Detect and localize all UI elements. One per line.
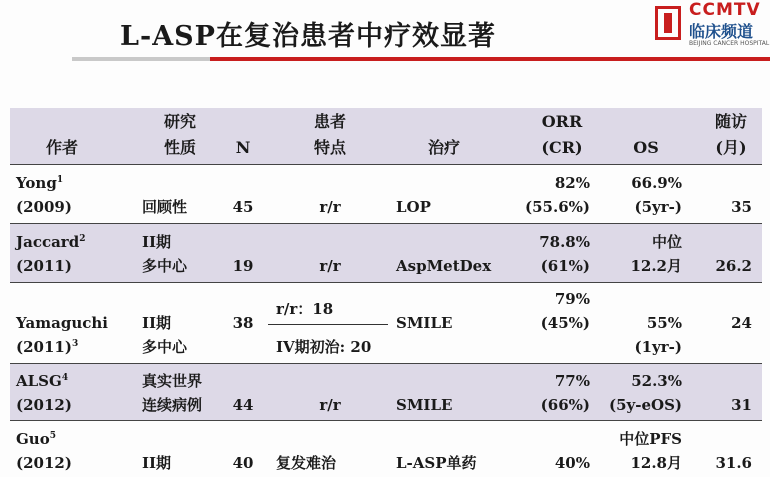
- row-followup: 24: [731, 314, 752, 332]
- row-orr: 77%: [554, 372, 590, 390]
- header-followup-1: 随访: [714, 112, 747, 131]
- ccmtv-logo: [655, 0, 770, 52]
- slide-title: L-ASP在复治患者中疗效显著: [120, 21, 496, 52]
- row-n: 19: [232, 257, 254, 275]
- row-nature-2: 连续病例: [142, 396, 203, 414]
- row-treatment: L-ASP单药: [396, 454, 477, 472]
- table-row: [10, 421, 762, 477]
- row-patient: r/r: [319, 396, 341, 414]
- row-year: (2011): [16, 257, 72, 275]
- row-treatment: SMILE: [396, 314, 453, 332]
- title-rule-red: [210, 57, 770, 61]
- row-followup: 26.2: [715, 257, 752, 275]
- row-year: (2009): [16, 198, 72, 216]
- header-patient-1: 患者: [313, 112, 346, 131]
- row-os-1: 66.9%: [631, 174, 682, 192]
- header-n: N: [235, 138, 251, 157]
- logo-english: BEIJING CANCER HOSPITAL: [689, 40, 770, 47]
- row-n: 40: [232, 454, 254, 472]
- row-patient: r/r: [319, 257, 341, 275]
- logo-brand: CCMTV: [689, 0, 761, 20]
- row-cr: (61%): [540, 257, 590, 275]
- logo-mark-icon: [655, 6, 681, 40]
- row-nature: II期: [142, 454, 172, 472]
- header-os: OS: [633, 138, 659, 157]
- row-nature-2: 多中心: [142, 257, 188, 275]
- row-nature-2: 回顾性: [142, 198, 188, 216]
- row-cr: (45%): [540, 314, 590, 332]
- row-os-2: (5yr-): [634, 198, 682, 216]
- row-patient-1: r/r：18: [276, 300, 334, 318]
- row-os-2: (1yr-): [634, 338, 682, 356]
- row-patient: r/r: [319, 198, 341, 216]
- row-os-1: 中位: [651, 233, 682, 251]
- table-row: [10, 165, 762, 224]
- logo-chinese: 临床频道: [689, 22, 754, 41]
- row-orr: 82%: [554, 174, 590, 192]
- row-patient-2: IV期初治: 20: [276, 338, 372, 356]
- row-treatment: SMILE: [396, 396, 453, 414]
- row-os-2: 12.8月: [630, 454, 682, 472]
- row-os-1: 中位PFS: [619, 430, 682, 448]
- table-row: [10, 283, 762, 364]
- table-row: [10, 364, 762, 421]
- row-treatment: LOP: [396, 198, 431, 216]
- row-author: Guo$^5$: [16, 430, 56, 448]
- row-cr: (55.6%): [525, 198, 590, 216]
- row-author: Yamaguchi: [16, 314, 108, 332]
- row-os-2: 12.2月: [630, 257, 682, 275]
- header-cr: (CR): [541, 138, 583, 157]
- header-nature-2: 性质: [163, 138, 196, 157]
- row-orr: 78.8%: [539, 233, 590, 251]
- row-cr: (66%): [540, 396, 590, 414]
- header-orr: ORR: [541, 112, 583, 131]
- table-row: [10, 224, 762, 283]
- row-treatment: AspMetDex: [396, 257, 492, 275]
- row-orr: 79%: [554, 290, 590, 308]
- row-followup: 31.6: [715, 454, 752, 472]
- row-nature-1: II期: [142, 314, 172, 332]
- header-treatment: 治疗: [428, 138, 461, 157]
- row-os-1: 55%: [646, 314, 682, 332]
- header-author: 作者: [46, 138, 79, 157]
- header-patient-2: 特点: [313, 138, 346, 157]
- row-year: (2012): [16, 454, 72, 472]
- row-n: 38: [232, 314, 254, 332]
- row-n: 44: [232, 396, 254, 414]
- header-followup-2: (月): [715, 138, 747, 157]
- title-rule-gray: [72, 57, 210, 61]
- row-n: 45: [232, 198, 254, 216]
- row-os-1: 52.3%: [631, 372, 682, 390]
- row-os-2: (5y-eOS): [608, 396, 682, 414]
- row-followup: 35: [731, 198, 752, 216]
- row-orr: 40%: [554, 454, 590, 472]
- row-author: Yong$^1$: [16, 174, 64, 192]
- table-header: [10, 108, 762, 165]
- row-patient: 复发难治: [276, 454, 337, 472]
- row-year: $(2011)^3$: [16, 338, 79, 356]
- patient-divider: [268, 324, 388, 325]
- row-nature-1: II期: [142, 233, 172, 251]
- row-nature-2: 多中心: [142, 338, 188, 356]
- row-year: (2012): [16, 396, 72, 414]
- header-nature-1: 研究: [163, 112, 196, 131]
- row-nature-1: 真实世界: [142, 372, 203, 390]
- row-author: Jaccard$^2$: [16, 233, 86, 251]
- row-author: ALSG$^4$: [16, 372, 69, 390]
- row-followup: 31: [731, 396, 752, 414]
